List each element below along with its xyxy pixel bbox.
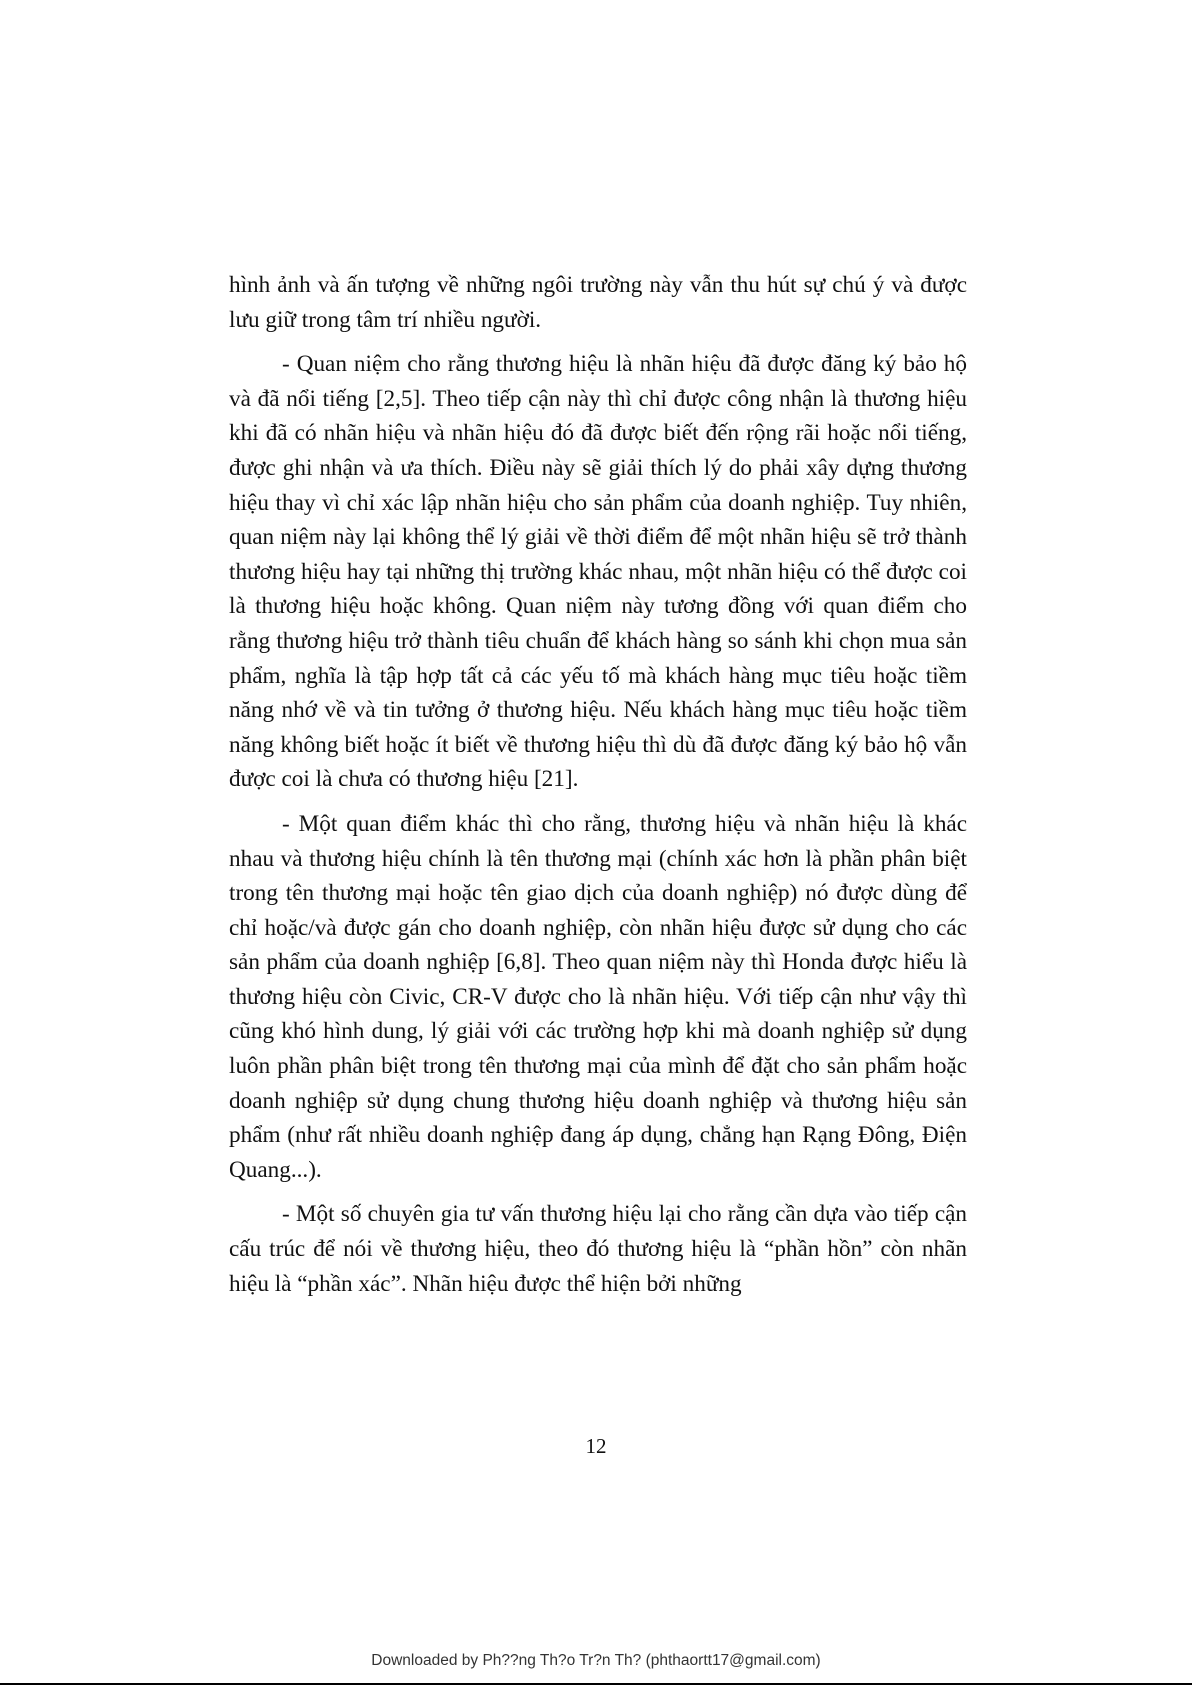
- paragraph-trademark-registered: - Quan niệm cho rằng thương hiệu là nhãn hiệu đã được đăng ký bảo hộ và đã nổi tiếng [2,5]. Theo tiếp cận này thì chỉ được công nhận là thương hiệu khi đã có nhãn hiệu và nhãn hiệu đó đã được biết đến rộng rãi hoặc nổi tiếng, được ghi nhận và ưa thích. Điều này sẽ giải thích lý do phải xây dựng thương hiệu thay vì chỉ xác lập nhãn hiệu cho sản phẩm của doanh nghiệp. Tuy nhiên, quan niệm này lại không thể lý giải về thời điểm để một nhãn hiệu sẽ trở thành thương hiệu hay tại những thị trường khác nhau, một nhãn hiệu có thể được coi là thương hiệu hoặc không. Quan niệm này tương đồng với quan điểm cho rằng thương hiệu trở thành tiêu chuẩn để khách hàng so sánh khi chọn mua sản phẩm, nghĩa là tập hợp tất cả các yếu tố mà khách hàng mục tiêu hoặc tiềm năng nhớ về và tin tưởng ở thương hiệu. Nếu khách hàng mục tiêu hoặc tiềm năng không biết hoặc ít biết về thương hiệu thì dù đã được đăng ký bảo hộ vẫn được coi là chưa có thương hiệu [21].: [229, 351, 967, 793]
- download-footer: Downloaded by Ph??ng Th?o Tr?n Th? (phthaortt17@gmail.com): [371, 1652, 821, 1669]
- paragraph-continuation: hình ảnh và ấn tượng về những ngôi trường này vẫn thu hút sự chú ý và được lưu giữ trong tâm trí nhiều người.: [229, 272, 967, 333]
- paragraph-structure-approach: - Một số chuyên gia tư vấn thương hiệu lại cho rằng cần dựa vào tiếp cận cấu trúc để nói về thương hiệu, theo đó thương hiệu là “phần hồn” còn nhãn hiệu là “phần xác”. Nhãn hiệu được thể hiện bởi những: [229, 1201, 967, 1297]
- paragraph-trade-name: - Một quan điểm khác thì cho rằng, thương hiệu và nhãn hiệu là khác nhau và thương hiệu chính là tên thương mại (chính xác hơn là phần phân biệt trong tên thương mại hoặc tên giao dịch của doanh nghiệp) nó được dùng để chỉ hoặc/và được gán cho doanh nghiệp, còn nhãn hiệu được sử dụng cho các sản phẩm của doanh nghiệp [6,8]. Theo quan niệm này thì Honda được hiểu là thương hiệu còn Civic, CR-V được cho là nhãn hiệu. Với tiếp cận như vậy thì cũng khó hình dung, lý giải với các trường hợp khi mà doanh nghiệp sử dụng luôn phần phân biệt trong tên thương mại của mình để đặt cho sản phẩm hoặc doanh nghiệp sử dụng chung thương hiệu doanh nghiệp và thương hiệu sản phẩm (như rất nhiều doanh nghiệp đang áp dụng, chẳng hạn Rạng Đông, Điện Quang...).: [229, 810, 967, 1183]
- document-body: [229, 268, 967, 1301]
- page-number: 12: [585, 1434, 607, 1458]
